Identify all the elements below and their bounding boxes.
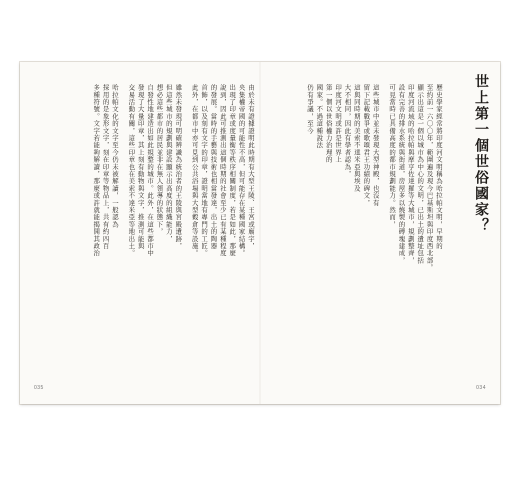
left-page-text [36, 84, 254, 380]
left-page [20, 62, 260, 404]
text-column: 設有完善的排水系統與街道，房屋多以燒製的磚塊建成， [397, 84, 406, 264]
text-column: 但這些城市的規劃與建設顯示出高度的組織能力， [164, 84, 173, 243]
text-column: 多種符號。文字若能夠解讀，那麼或許就能揭開其政治 [92, 84, 101, 257]
text-column: 這與同時期的美索不達米亞與埃及 [352, 84, 361, 192]
text-column: 留下記載戰爭或歌頌君王功績的碑文， [362, 84, 371, 207]
text-column: 採用的是象形文字，刻在印章等物品上，共有約四百 [101, 84, 110, 250]
text-column: 交易活動有關，這些印章也在美索不達米亞等地出土。 [127, 84, 136, 257]
text-column: 央集權帝國的可能性不高，但可能存在某種國家結構。 [237, 84, 246, 257]
text-column: 這些城市中並未發現大型神殿，也沒有 [371, 84, 380, 207]
right-page [260, 62, 500, 404]
text-column: 發現了大量印章，其上刻有動物與文字，推測可能與 [136, 84, 145, 250]
text-column: 歷史學家經常將印度河文明稱為哈拉帕文明，早期的 [435, 84, 443, 250]
text-column: 可見當時已具備高度的都市規劃能力。然而， [388, 84, 397, 228]
page-number: 034 [476, 385, 486, 391]
text-column: 國家。不過這種說法 [315, 84, 324, 149]
text-column: 自發性地建造出如此規整的城市。此外，在這些都市中 [146, 84, 155, 257]
chapter-title: 世上第一個世俗國家？ [473, 74, 489, 234]
text-column: 雖然未發現可明確辨識為統治者的王陵與宮殿遺跡， [174, 84, 183, 250]
text-column: 印度河流域的哈拉帕與摩亨佐達羅等大城市，規劃整齊， [406, 84, 415, 264]
paragraph-gap [382, 84, 386, 380]
text-column: 首飾，以及刻有文字的印章，證明當地有專門的工匠。 [200, 84, 209, 257]
text-column: 說到，因此可推測出這個時期的社會至少已有某種程度 [218, 84, 227, 257]
text-column: 印度河文明或許是世界上 [334, 84, 343, 164]
paragraph-gap [121, 84, 125, 380]
right-page-text [266, 84, 442, 380]
text-column: 顯示出這是一個以城市為中心的文明，已出土的遺址包括 [416, 84, 425, 264]
book-spread [20, 62, 500, 404]
text-column: 出現了印章或度量衡等秩序相關制度，若是如此，那麼 [228, 84, 237, 257]
text-column: 此外，在都市中亦可見到公共浴場與大型穀倉等設施。 [190, 84, 199, 257]
text-column: 想必這些都市的居民並非在無人領導的狀態下， [155, 84, 164, 236]
text-column: 第一個以世俗權力治理的 [324, 84, 333, 164]
text-column: 大不相同，因此有學者認為， [343, 84, 352, 178]
text-column: 至約前一六〇〇年，範圍遍及現今巴基斯坦與印度西北部。 [425, 84, 434, 272]
page-number: 035 [34, 385, 44, 391]
paragraph-gap [184, 84, 188, 380]
text-column: 的發展。當時的手藝與技術也相當發達，出土的陶器 [209, 84, 218, 250]
text-column: 仍有爭議，至今 [305, 84, 314, 135]
text-column: 由於未有證據證明此時期有大型王陵、王宮或廟宇， [247, 84, 255, 250]
text-column: 哈拉帕文化的文字至今仍未被解讀，一般認為 [110, 84, 119, 228]
